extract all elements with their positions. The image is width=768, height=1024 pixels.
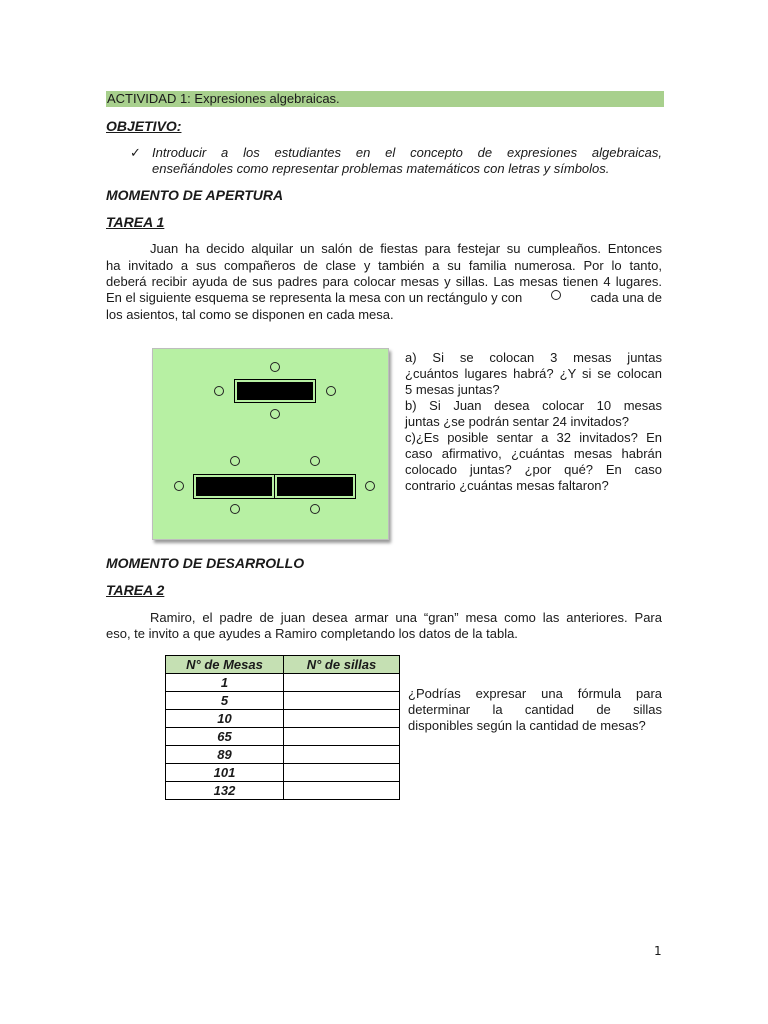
seat-icon [270,409,280,419]
table-row [166,674,400,692]
task1-heading: TAREA 1 [106,214,165,230]
seat-icon [310,456,320,466]
table-diagram [152,348,389,540]
task1-questions [405,350,662,494]
opening-heading: MOMENTO DE APERTURA [106,187,284,203]
formula-line: determinar la cantidad de sillas [408,702,662,717]
tables-cell: 89 [166,746,284,764]
table-row [166,728,400,746]
formula-question [408,686,662,734]
task1-line-1: Juan ha decido alquilar un salón de fiestas para festejar su cumpleaños. Entonces [150,241,662,256]
question-line: b) Si Juan desea colocar 10 mesas [405,398,662,413]
tables-cell: 65 [166,728,284,746]
seat-icon [365,481,375,491]
chairs-cell-empty[interactable] [284,728,400,746]
table-row [166,692,400,710]
task2-line-1: Ramiro, el padre de juan desea armar una “gran” mesa como las anteriores. Para [150,610,662,625]
chairs-cell-empty[interactable] [284,674,400,692]
task1-line-4-end: cada una de [590,290,662,305]
task1-line-4-start: En el siguiente esquema se representa la mesa con un rectángulo y con [106,290,523,305]
page-number: 1 [654,944,662,958]
task1-line-2: ha invitado a sus compañeros de clase y también a su familia numerosa. Por lo tanto, [106,258,662,273]
joined-table-rect-left [196,477,272,496]
single-table-rect [237,382,313,400]
question-line: caso afirmativo, ¿cuántas mesas habrán [405,446,662,461]
question-line: contrario ¿cuántas mesas faltaron? [405,478,609,493]
seat-icon [230,456,240,466]
chairs-cell-empty[interactable] [284,710,400,728]
question-line: ¿cuántos lugares habrá? ¿Y si se colocan [405,366,662,381]
seat-symbol-icon [551,290,561,300]
seat-icon [310,504,320,514]
objective-line-2: enseñándoles como representar problemas matemáticos con letras y símbolos. [152,161,610,176]
table-row [166,764,400,782]
objective-heading: OBJETIVO: [106,118,182,134]
task2-heading: TAREA 2 [106,582,165,598]
development-heading: MOMENTO DE DESARROLLO [106,555,305,571]
question-line: colocado juntas? ¿por qué? En caso [405,462,662,477]
task1-line-3: deberá recibir ayuda de sus padres para colocar mesas y sillas. Las mesas tienen 4 lugares. [106,274,662,289]
question-line: 5 mesas juntas? [405,382,500,397]
tables-cell: 132 [166,782,284,800]
task1-line-5: los asientos, tal como se disponen en cada mesa. [106,307,394,322]
objective-line-1: Introducir a los estudiantes en el concepto de expresiones algebraicas, [152,145,662,160]
activity-title: ACTIVIDAD 1: Expresiones algebraicas. [106,91,664,107]
seat-icon [230,504,240,514]
tables-cell: 101 [166,764,284,782]
question-line: juntas ¿se podrán sentar 24 invitados? [405,414,630,429]
chairs-cell-empty[interactable] [284,782,400,800]
tables-cell: 5 [166,692,284,710]
tables-cell: 10 [166,710,284,728]
seat-icon [214,386,224,396]
formula-line: disponibles según la cantidad de mesas? [408,718,646,733]
header-num-chairs: N° de sillas [284,656,400,674]
seat-icon [174,481,184,491]
question-line: a) Si se colocan 3 mesas juntas [405,350,662,365]
task2-line-2: eso, te invito a que ayudes a Ramiro completando los datos de la tabla. [106,626,518,641]
chairs-cell-empty[interactable] [284,692,400,710]
joined-table-rect-right [277,477,353,496]
table-header-row [166,656,400,674]
chairs-cell-empty[interactable] [284,764,400,782]
table-row [166,710,400,728]
header-num-tables: N° de Mesas [166,656,284,674]
table-row [166,746,400,764]
task1-line-4 [106,290,662,306]
formula-line: ¿Podrías expresar una fórmula para [408,686,662,701]
tables-chairs-table [165,655,400,800]
table-row [166,782,400,800]
chairs-cell-empty[interactable] [284,746,400,764]
check-icon: ✓ [130,145,141,160]
question-line: c)¿Es posible sentar a 32 invitados? En [405,430,662,445]
tables-cell: 1 [166,674,284,692]
seat-icon [270,362,280,372]
seat-icon [326,386,336,396]
